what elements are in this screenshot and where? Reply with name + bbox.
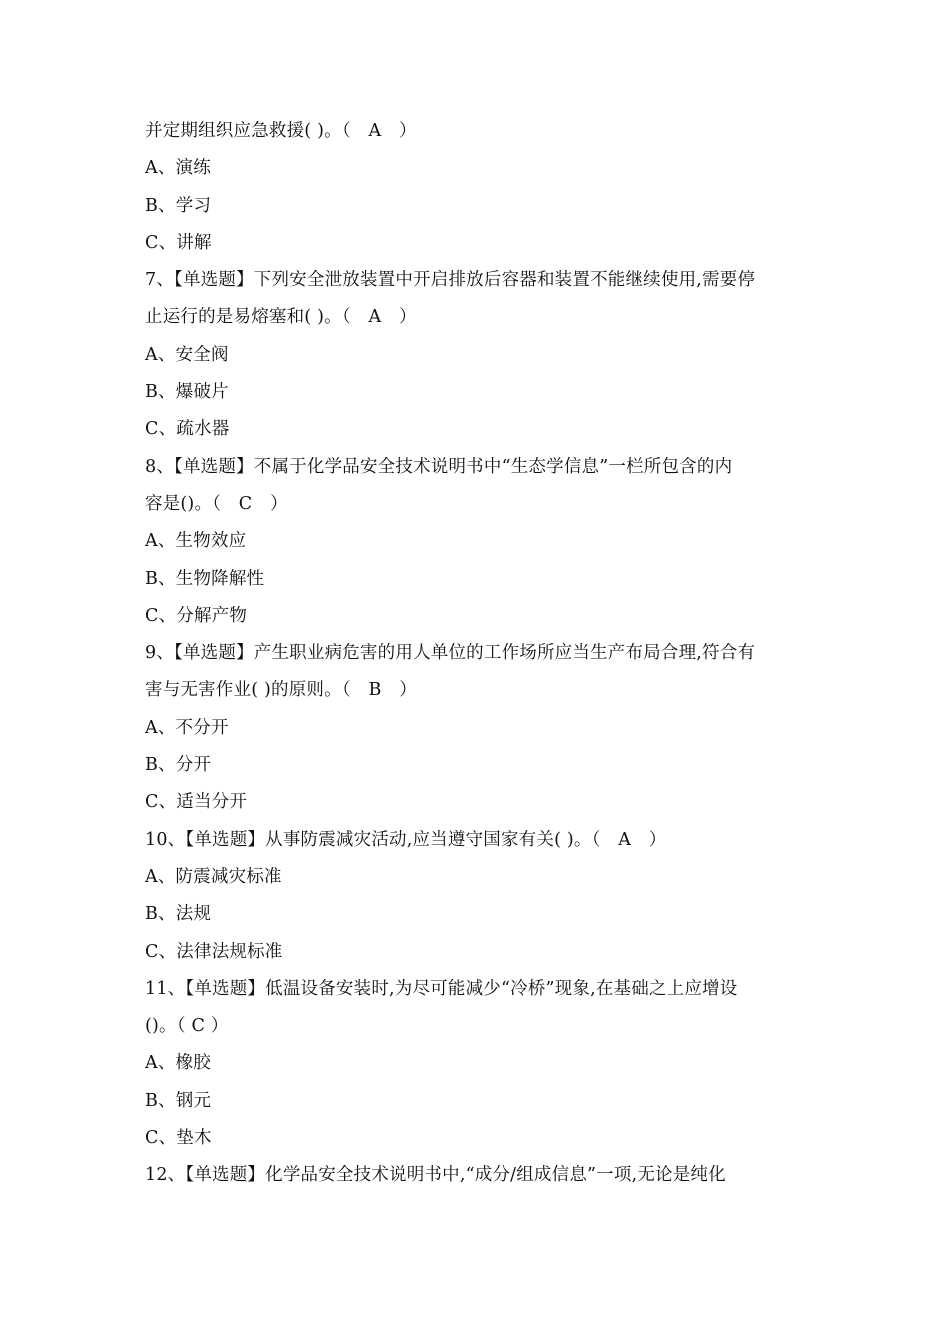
- option-line: B、爆破片: [145, 382, 229, 403]
- option-line: C、分解产物: [145, 605, 248, 626]
- question-text-block: [145, 113, 813, 1195]
- question-line: 9、【单选题】产生职业病危害的用人单位的工作场所应当生产布局合理,符合有: [145, 643, 756, 664]
- option-line: C、讲解: [145, 232, 212, 253]
- option-line: A、不分开: [145, 717, 229, 738]
- question-line: 11、【单选题】低温设备安装时,为尽可能减少“冷桥”现象,在基础之上应增设: [145, 978, 738, 999]
- option-line: B、学习: [145, 195, 212, 216]
- option-line: C、适当分开: [145, 792, 248, 813]
- option-line: A、安全阀: [145, 344, 229, 365]
- option-line: B、法规: [145, 904, 212, 925]
- option-line: A、橡胶: [145, 1053, 211, 1074]
- option-line: B、生物降解性: [145, 568, 265, 589]
- question-line: 12、【单选题】化学品安全技术说明书中,“成分/组成信息”一项,无论是纯化: [145, 1165, 726, 1186]
- question-line: 止运行的是易熔塞和( )。（ A ）: [145, 307, 417, 328]
- option-line: C、垫木: [145, 1128, 212, 1149]
- text-line: 并定期组织应急救援( )。（ A ）: [145, 121, 417, 141]
- option-line: A、防震减灾标准: [145, 866, 282, 887]
- question-line: 7、【单选题】下列安全泄放装置中开启排放后容器和装置不能继续使用,需要停: [145, 270, 756, 291]
- question-line: 10、【单选题】从事防震减灾活动,应当遵守国家有关( )。（ A ）: [145, 829, 667, 850]
- question-line: 容是()。（ C ）: [145, 493, 288, 514]
- option-line: B、分开: [145, 755, 212, 776]
- option-line: A、生物效应: [145, 531, 247, 552]
- option-line: C、疏水器: [145, 419, 230, 440]
- option-line: C、法律法规标准: [145, 941, 283, 962]
- option-line: B、钢元: [145, 1090, 212, 1111]
- question-line: 8、【单选题】不属于化学品安全技术说明书中“生态学信息”一栏所包含的内: [145, 456, 733, 477]
- question-line: 害与无害作业( )的原则。（ B ）: [145, 680, 417, 701]
- question-line: ()。（ C ）: [145, 1016, 229, 1037]
- option-line: A、演练: [145, 158, 211, 179]
